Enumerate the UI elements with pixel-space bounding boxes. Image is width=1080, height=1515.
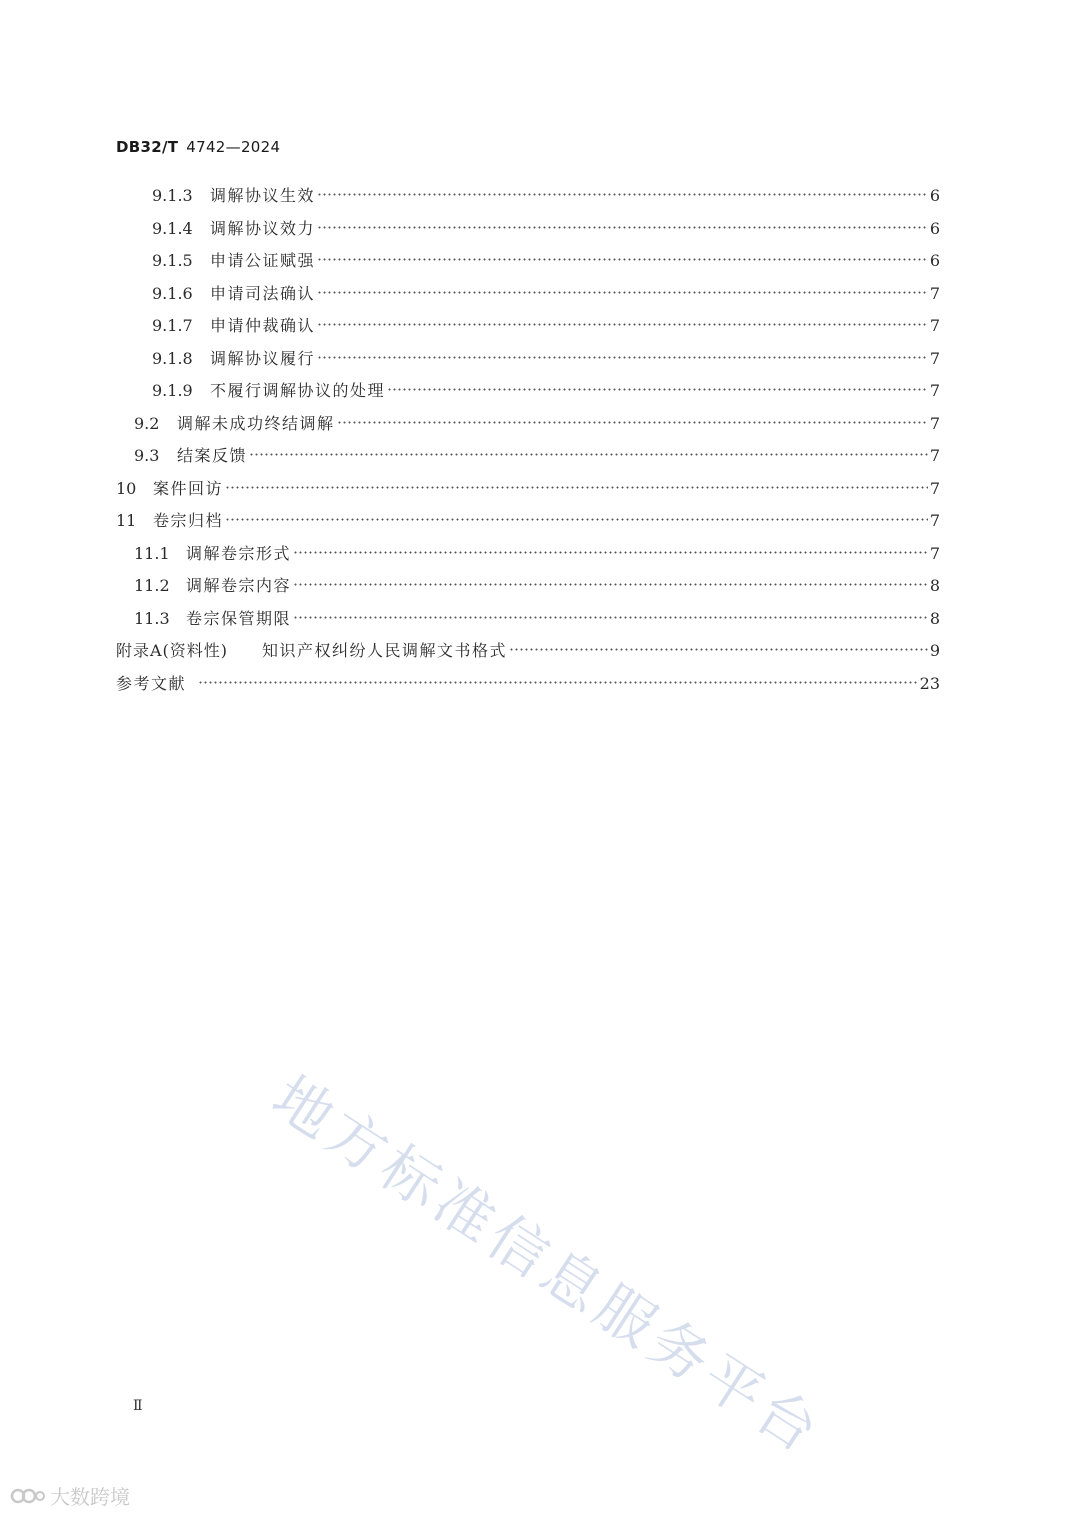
toc-entry-number: 9.1.3 — [152, 186, 193, 205]
toc-entry-number: 9.1.4 — [152, 219, 193, 238]
toc-entry-page: 7 — [929, 479, 940, 498]
toc-entry-title: 调解协议履行 — [210, 349, 316, 368]
toc-entry-number: 9.2 — [134, 414, 160, 433]
toc-entry[interactable] — [152, 372, 940, 400]
toc-entry-title: 调解协议效力 — [210, 219, 316, 238]
toc-entry[interactable] — [134, 567, 940, 595]
toc-entry-title: 卷宗归档 — [153, 511, 224, 530]
toc-entry[interactable] — [152, 275, 940, 303]
toc-entry-title: 调解卷宗形式 — [186, 544, 292, 563]
toc-entry-number: 11 — [116, 511, 137, 530]
toc-entry-number: 11.3 — [134, 609, 170, 628]
toc-entry[interactable] — [152, 340, 940, 368]
toc-entry-number: 11.2 — [134, 576, 170, 595]
toc-entry-page: 23 — [919, 674, 940, 693]
toc-entry-page: 7 — [929, 316, 940, 335]
toc-entry-appendix[interactable] — [116, 632, 940, 660]
toc-entry-title: 案件回访 — [153, 479, 224, 498]
toc-entry-title: 调解卷宗内容 — [186, 576, 292, 595]
toc-dot-leader — [317, 340, 928, 364]
toc-entry[interactable] — [134, 405, 940, 433]
toc-entry-page: 7 — [929, 381, 940, 400]
toc-entry-number: 10 — [116, 479, 137, 498]
toc-entry-title: 申请仲裁确认 — [210, 316, 316, 335]
toc-entry[interactable] — [116, 502, 940, 530]
toc-dot-leader — [225, 502, 928, 526]
toc-dot-leader — [317, 177, 928, 201]
toc-dot-leader — [198, 665, 918, 689]
watermark: 地方标准信息服务平台 — [260, 1062, 835, 1469]
toc-entry-references[interactable] — [116, 665, 940, 693]
toc-entry-title: 结案反馈 — [177, 446, 248, 465]
toc-entry-number: 9.1.8 — [152, 349, 193, 368]
toc-dot-leader — [317, 307, 928, 331]
toc-entry-title: 卷宗保管期限 — [186, 609, 292, 628]
toc-dot-leader — [337, 405, 928, 429]
toc-dot-leader — [225, 470, 928, 494]
toc-entry-page: 6 — [929, 186, 940, 205]
brand-logo-icon — [10, 1485, 46, 1507]
toc-entry-page: 6 — [929, 251, 940, 270]
toc-dot-leader — [293, 567, 928, 591]
toc-entry-number: 参考文献 — [116, 674, 187, 693]
toc-entry-number: 附录A(资料性) — [116, 641, 229, 660]
toc-dot-leader — [317, 210, 928, 234]
toc-entry[interactable] — [134, 535, 940, 563]
toc-entry-title: 调解协议生效 — [210, 186, 316, 205]
toc-entry-page: 6 — [929, 219, 940, 238]
page-number: Ⅱ — [133, 1398, 143, 1414]
toc-entry-title: 不履行调解协议的处理 — [210, 381, 386, 400]
toc-entry-page: 7 — [929, 349, 940, 368]
toc-entry-page: 7 — [929, 544, 940, 563]
toc-entry-page: 7 — [929, 414, 940, 433]
toc-entry[interactable] — [152, 307, 940, 335]
toc-entry-number: 9.1.7 — [152, 316, 193, 335]
toc-dot-leader — [293, 600, 928, 624]
toc-dot-leader — [509, 632, 928, 656]
toc-entry[interactable] — [152, 177, 940, 205]
toc-entry-title: 申请公证赋强 — [210, 251, 316, 270]
toc-entry[interactable] — [152, 242, 940, 270]
brand-name: 大数跨境 — [50, 1485, 130, 1509]
toc-entry-title: 申请司法确认 — [210, 284, 316, 303]
standard-code: DB32/T — [116, 138, 179, 156]
toc-entry-page: 8 — [929, 576, 940, 595]
toc-dot-leader — [317, 242, 928, 266]
standard-number: 4742—2024 — [186, 138, 281, 156]
toc-entry-page: 7 — [929, 284, 940, 303]
toc-entry[interactable] — [134, 600, 940, 628]
toc-entry-page: 7 — [929, 511, 940, 530]
toc-dot-leader — [293, 535, 928, 559]
toc-entry-number: 9.1.5 — [152, 251, 193, 270]
toc-dot-leader — [317, 275, 928, 299]
toc-entry-page: 9 — [929, 641, 940, 660]
toc-entry[interactable] — [152, 210, 940, 238]
toc-entry[interactable] — [116, 470, 940, 498]
toc-entry-title: 知识产权纠纷人民调解文书格式 — [262, 641, 508, 660]
toc-entry-number: 9.1.6 — [152, 284, 193, 303]
brand-watermark — [10, 1481, 130, 1510]
document-header — [116, 138, 280, 156]
toc-entry-title: 调解未成功终结调解 — [177, 414, 335, 433]
toc-dot-leader — [249, 437, 928, 461]
toc-entry-page: 7 — [929, 446, 940, 465]
toc-entry-number: 9.1.9 — [152, 381, 193, 400]
toc-entry[interactable] — [134, 437, 940, 465]
toc-entry-number: 9.3 — [134, 446, 160, 465]
toc-entry-page: 8 — [929, 609, 940, 628]
toc-dot-leader — [387, 372, 928, 396]
toc-entry-number: 11.1 — [134, 544, 170, 563]
